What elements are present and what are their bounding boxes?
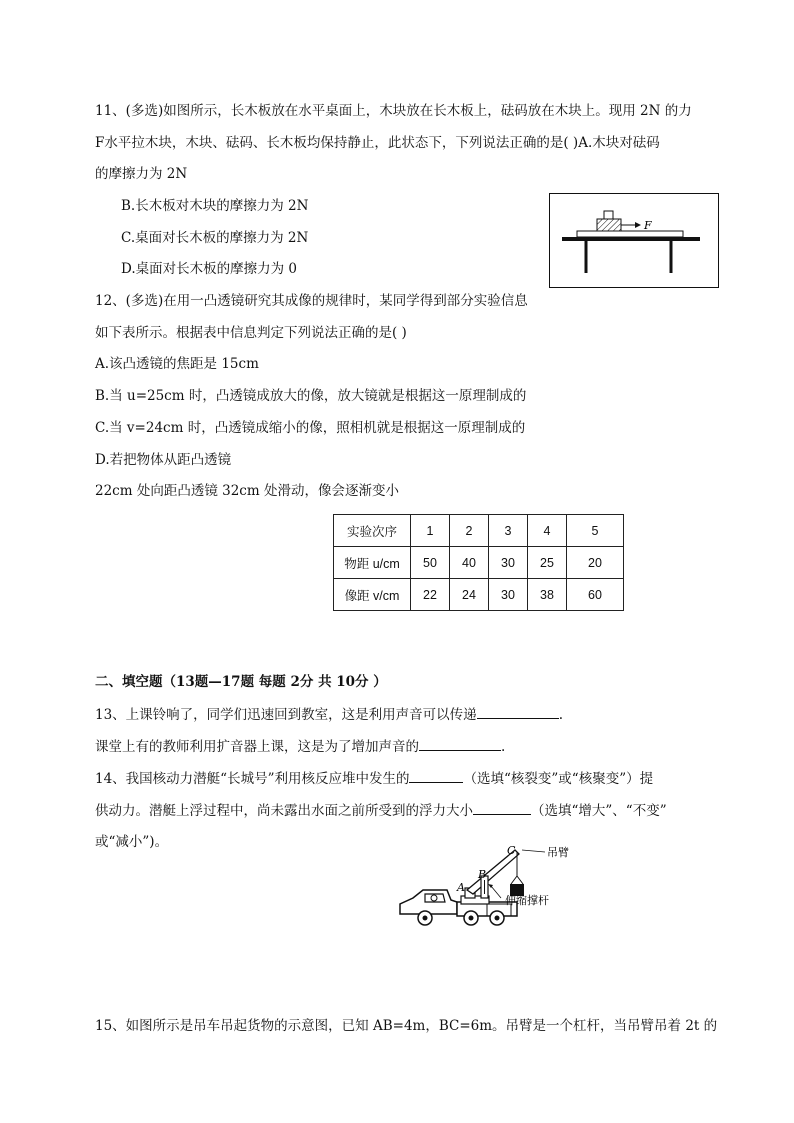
- q11-line1: 11、(多选)如图所示，长木板放在水平桌面上，木块放在长木板上，砝码放在木块上。现用 2N 的力: [95, 103, 692, 119]
- q11-line2: F水平拉木块，木块、砝码、长木板均保持静止，此状态下，下列说法正确的是( )A.木块对砝码: [95, 135, 660, 151]
- q14-text2b: （选填“增大”、“不变”: [531, 803, 667, 819]
- q14-blank2[interactable]: [473, 800, 531, 815]
- q12-option-c: C.当 v=24cm 时，凸透镜成缩小的像，照相机就是根据这一原理制成的: [95, 420, 526, 436]
- table-cell: 30: [489, 579, 528, 611]
- table-cell: 38: [528, 579, 567, 611]
- q14-text1b: （选填“核裂变”或“核聚变”）提: [463, 771, 654, 787]
- table-header-cell: 实验次序: [334, 515, 411, 547]
- label-a: A: [457, 881, 465, 894]
- table-cell: 像距 v/cm: [334, 579, 411, 611]
- q14-line1: [95, 768, 653, 789]
- crane-diagram: [395, 838, 605, 933]
- table-cell: 30: [489, 547, 528, 579]
- q13-end2: .: [501, 739, 506, 755]
- q15-line1: 15、如图所示是吊车吊起货物的示意图，已知 AB=4m，BC=6m。吊臂是一个杠杆，当吊臂吊着 2t 的: [95, 1018, 718, 1034]
- q13-text1: 13、上课铃响了，同学们迅速回到教室，这是利用声音可以传递: [95, 707, 477, 723]
- q12-option-d-cont: 22cm 处向距凸透镜 32cm 处滑动，像会逐渐变小: [95, 483, 399, 499]
- table-row: [334, 579, 624, 611]
- weight: [604, 211, 613, 219]
- label-b: B: [478, 868, 487, 881]
- table-cell: 20: [567, 547, 624, 579]
- table-header-cell: 2: [450, 515, 489, 547]
- table-cell: 60: [567, 579, 624, 611]
- board-table-figure: [549, 193, 719, 288]
- q13-blank2[interactable]: [419, 736, 501, 751]
- table-cell: 25: [528, 547, 567, 579]
- q14-text1a: 14、我国核动力潜艇“长城号”利用核反应堆中发生的: [95, 771, 410, 787]
- arm-leader: [522, 850, 545, 852]
- q14-line2: [95, 800, 667, 821]
- long-board: [577, 231, 683, 237]
- q11-option-c: C.桌面对长木板的摩擦力为 2N: [121, 230, 309, 246]
- label-c: C: [507, 844, 516, 857]
- q11-line3: 的摩擦力为 2N: [95, 166, 188, 182]
- table-header-cell: 3: [489, 515, 528, 547]
- q11-option-d: D.桌面对长木板的摩擦力为 0: [121, 261, 298, 277]
- q12-option-d: D.若把物体从距凸透镜: [95, 452, 232, 468]
- force-label: F: [644, 219, 652, 232]
- table-cell: 物距 u/cm: [334, 547, 411, 579]
- table-header-cell: 4: [528, 515, 567, 547]
- table-top: [562, 237, 700, 241]
- table-cell: 40: [450, 547, 489, 579]
- q12-line2: 如下表所示。根据表中信息判定下列说法正确的是( ): [95, 325, 407, 341]
- q14-line3: 或“减小”)。: [95, 834, 169, 850]
- q11-option-b: B.长木板对木块的摩擦力为 2N: [121, 198, 309, 214]
- q12-line1: 12、(多选)在用一凸透镜研究其成像的规律时，某同学得到部分实验信息: [95, 293, 528, 309]
- q13-line2: [95, 736, 505, 757]
- table-cell: 50: [411, 547, 450, 579]
- table-header-cell: 5: [567, 515, 624, 547]
- table-row: [334, 547, 624, 579]
- q14-text2a: 供动力。潜艇上浮过程中，尚未露出水面之前所受到的浮力大小: [95, 803, 473, 819]
- q14-blank1[interactable]: [409, 768, 463, 783]
- wood-block: [597, 219, 621, 231]
- rod-leader: [491, 886, 501, 898]
- table-header-cell: 1: [411, 515, 450, 547]
- experiment-table: [333, 514, 624, 611]
- q13-end1: .: [558, 707, 563, 723]
- table-cell: 22: [411, 579, 450, 611]
- table-header-row: [334, 515, 624, 547]
- label-arm: 吊臂: [547, 846, 569, 859]
- q13-blank1[interactable]: [477, 704, 559, 719]
- q12-option-a: A.该凸透镜的焦距是 15cm: [95, 356, 259, 372]
- q13-text2: 课堂上有的教师利用扩音器上课，这是为了增加声音的: [95, 739, 419, 755]
- section-title: 二、填空题（13题—17题 每题 2分 共 10分 ）: [95, 674, 387, 690]
- q12-option-b: B.当 u=25cm 时，凸透镜成放大的像，放大镜就是根据这一原理制成的: [95, 388, 527, 404]
- crane-figure: [395, 838, 605, 933]
- label-rod: 伸缩撑杆: [505, 894, 549, 907]
- table-cell: 24: [450, 579, 489, 611]
- board-table-diagram: [549, 193, 719, 288]
- q13-line1: [95, 704, 563, 725]
